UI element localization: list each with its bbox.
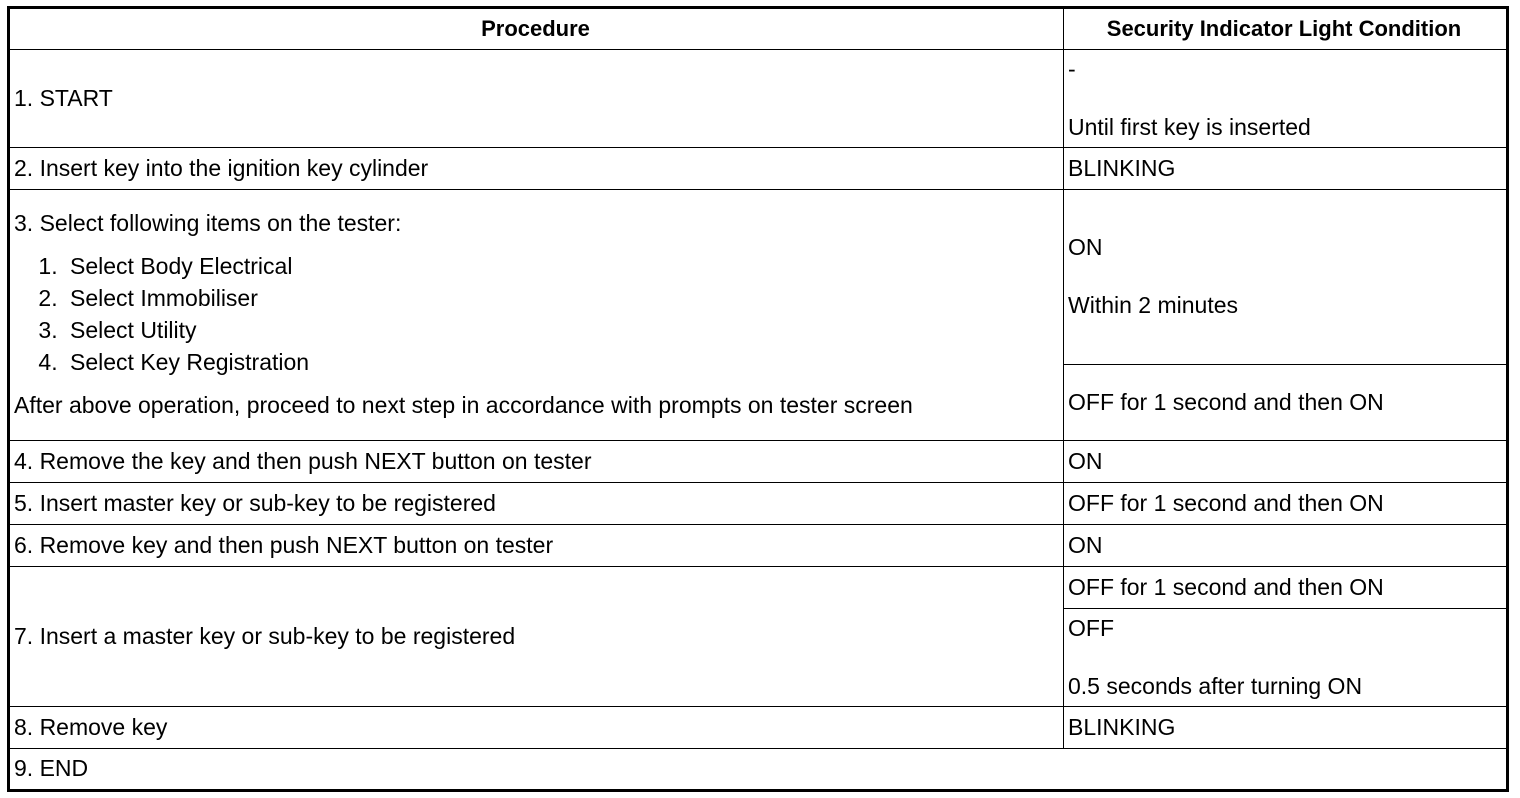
condition-cell: OFF for 1 second and then ON — [1064, 365, 1508, 441]
condition-line: Within 2 minutes — [1068, 292, 1239, 318]
procedure-cell: 7. Insert a master key or sub-key to be registered — [9, 567, 1064, 707]
procedure-outro: After above operation, proceed to next step in accordance with prompts on tester screen — [14, 392, 913, 418]
condition-cell: OFF for 1 second and then ON — [1064, 567, 1508, 609]
list-item: 4. Select Key Registration — [64, 346, 1057, 378]
condition-line: ON — [1068, 234, 1103, 261]
table-row — [9, 148, 1508, 190]
condition-cell — [1064, 50, 1508, 148]
condition-line: 0.5 seconds after turning ON — [1068, 672, 1363, 699]
tester-steps-list — [14, 250, 1057, 378]
procedure-intro: 3. Select following items on the tester: — [14, 210, 402, 237]
condition-cell: ON — [1064, 441, 1508, 483]
table-row — [9, 749, 1508, 791]
condition-line: OFF — [1068, 614, 1114, 641]
table-row — [9, 50, 1508, 148]
procedure-cell: 8. Remove key — [9, 707, 1064, 749]
condition-column-header: Security Indicator Light Condition — [1064, 8, 1508, 50]
condition-cell — [1064, 609, 1508, 707]
condition-cell: ON — [1064, 525, 1508, 567]
list-item: 1. Select Body Electrical — [64, 250, 1057, 282]
procedure-cell: 4. Remove the key and then push NEXT button on tester — [9, 441, 1064, 483]
condition-cell: BLINKING — [1064, 707, 1508, 749]
table-row — [9, 483, 1508, 525]
table-row — [9, 441, 1508, 483]
table-row — [9, 707, 1508, 749]
table-header-row — [9, 8, 1508, 50]
procedure-cell: 1. START — [9, 50, 1064, 148]
procedure-column-header: Procedure — [9, 8, 1064, 50]
condition-cell: BLINKING — [1064, 148, 1508, 190]
list-item: 2. Select Immobiliser — [64, 282, 1057, 314]
condition-cell: OFF for 1 second and then ON — [1064, 483, 1508, 525]
condition-line: Until first key is inserted — [1068, 113, 1311, 140]
procedure-cell: 2. Insert key into the ignition key cylinder — [9, 148, 1064, 190]
condition-cell — [1064, 190, 1508, 365]
table-row — [9, 567, 1508, 609]
procedure-table — [7, 6, 1509, 792]
table-row — [9, 525, 1508, 567]
procedure-cell: 6. Remove key and then push NEXT button on tester — [9, 525, 1064, 567]
procedure-cell: 9. END — [9, 749, 1508, 791]
table-row — [9, 190, 1508, 365]
condition-line: - — [1068, 55, 1076, 82]
procedure-cell — [9, 190, 1064, 441]
list-item: 3. Select Utility — [64, 314, 1057, 346]
procedure-cell: 5. Insert master key or sub-key to be registered — [9, 483, 1064, 525]
